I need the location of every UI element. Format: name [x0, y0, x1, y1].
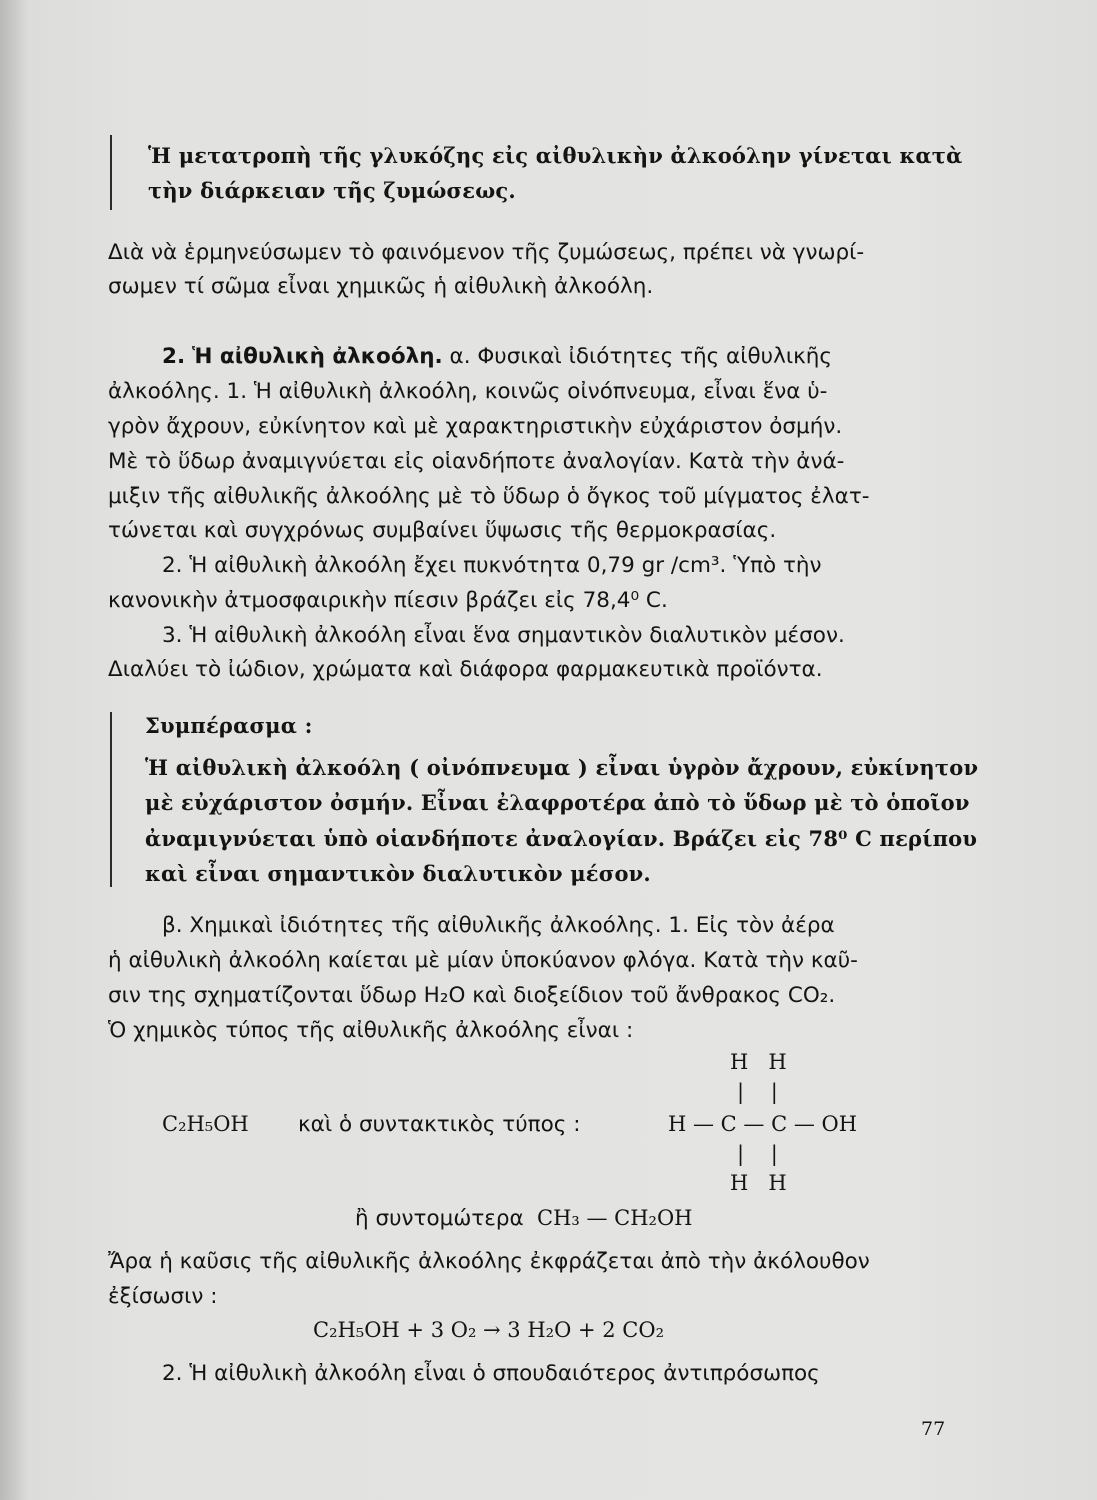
- para1-line-2: σωμεν τί σῶμα εἶναι χημικῶς ἡ αἰθυλικὴ ἀλκοόλη.: [108, 274, 654, 299]
- para1-line-1: Διὰ νὰ ἑρμηνεύσωμεν τὸ φαινόμενον τῆς ζυμώσεως, πρέπει νὰ γνωρί-: [108, 240, 865, 265]
- section2-line-3: Μὲ τὸ ὕδωρ ἀναμιγνύεται εἰς οἱανδήποτε ἀναλογίαν. Κατὰ τὴν ἀνά-: [108, 449, 845, 474]
- chemical-line-3: σιν της σχηματίζονται ὕδωρ H₂O καὶ διοξείδιον τοῦ ἄνθρακος CO₂.: [108, 983, 836, 1008]
- conclusion-side-rule: [110, 712, 112, 887]
- combustion-line-2: ἐξίσωσιν :: [108, 1284, 218, 1309]
- section2-line-1: ἀλκοόλης. 1. Ἡ αἰθυλικὴ ἀλκοόλη, κοινῶς οἰνόπνευμα, εἶναι ἕνα ὑ-: [108, 379, 828, 404]
- structural-formula-label: καὶ ὁ συντακτικὸς τύπος :: [298, 1112, 581, 1137]
- section2-heading: [162, 344, 832, 369]
- section2-line-9: Διαλύει τὸ ἰώδιον, χρώματα καὶ διάφορα φαρμακευτικὰ προϊόντα.: [108, 657, 823, 682]
- section2-line-2: γρὸν ἄχρουν, εὐκίνητον καὶ μὲ χαρακτηριστικὴν εὐχάριστον ὀσμήν.: [108, 414, 843, 439]
- combustion-line-1: Ἄρα ἡ καῦσις τῆς αἰθυλικῆς ἀλκοόλης ἐκφράζεται ἀπὸ τὴν ἀκόλουθον: [108, 1249, 870, 1274]
- chemical-line-1: β. Χημικαὶ ἰδιότητες τῆς αἰθυλικῆς ἀλκοόλης. 1. Εἰς τὸν ἀέρα: [162, 913, 835, 938]
- structure-bottom-hydrogens: H H: [730, 1171, 787, 1195]
- section2-line-5: τώνεται καὶ συγχρόνως συμβαίνει ὕψωσις τῆς θερμοκρασίας.: [108, 518, 777, 543]
- combustion-equation: C₂H₅OH + 3 O₂ → 3 H₂O + 2 CO₂: [313, 1318, 664, 1342]
- intro-line-2: τὴν διάρκειαν τῆς ζυμώσεως.: [148, 178, 516, 203]
- final-line: 2. Ἡ αἰθυλικὴ ἀλκοόλη εἶναι ὁ σπουδαιότερος ἀντιπρόσωπος: [162, 1361, 820, 1386]
- section2-line-8: 3. Ἡ αἰθυλικὴ ἀλκοόλη εἶναι ἕνα σημαντικὸν διαλυτικὸν μέσον.: [162, 623, 845, 648]
- conclusion-label: Συμπέρασμα :: [145, 713, 313, 738]
- section2-line-7: κανονικὴν ἀτμοσφαιρικὴν πίεσιν βράζει εἰς 78,4⁰ C.: [108, 588, 668, 613]
- conclusion-line-2: μὲ εὐχάριστον ὀσμήν. Εἶναι ἐλαφροτέρα ἀπὸ τὸ ὕδωρ μὲ τὸ ὁποῖον: [145, 790, 970, 815]
- molecular-formula: C₂H₅OH: [162, 1112, 249, 1136]
- section2-title: Ἡ αἰθυλικὴ ἀλκοόλη.: [191, 344, 443, 369]
- short-formula-label: ἢ συντομώτερα: [355, 1206, 524, 1231]
- structure-top-bonds: | |: [737, 1080, 778, 1104]
- intro-side-rule: [110, 135, 112, 210]
- structure-top-hydrogens: H H: [730, 1050, 787, 1074]
- section2-line-4: μιξιν τῆς αἰθυλικῆς ἀλκοόλης μὲ τὸ ὕδωρ ὁ ὄγκος τοῦ μίγματος ἐλατ-: [108, 484, 870, 509]
- chemical-line-2: ἡ αἰθυλικὴ ἀλκοόλη καίεται μὲ μίαν ὑποκύανον φλόγα. Κατὰ τὴν καῦ-: [108, 948, 858, 973]
- intro-line-1: Ἡ μετατροπὴ τῆς γλυκόζης εἰς αἰθυλικὴν ἀλκοόλην γίνεται κατὰ: [148, 143, 963, 168]
- conclusion-line-1: Ἡ αἰθυλικὴ ἀλκοόλη ( οἰνόπνευμα ) εἶναι ὑγρὸν ἄχρουν, εὐκίνητον: [145, 755, 979, 780]
- page-number: 77: [921, 1418, 946, 1440]
- short-formula: CH₃ — CH₂OH: [537, 1206, 693, 1230]
- section2-number: 2.: [162, 344, 186, 369]
- section2-line-6: 2. Ἡ αἰθυλικὴ ἀλκοόλη ἔχει πυκνότητα 0,79 gr /cm³. Ὑπὸ τὴν: [162, 553, 822, 578]
- section2-subheading: α. Φυσικαὶ ἰδιότητες τῆς αἰθυλικῆς: [442, 344, 833, 369]
- structure-bottom-bonds: | |: [737, 1142, 778, 1166]
- conclusion-line-4: καὶ εἶναι σημαντικὸν διαλυτικὸν μέσον.: [145, 861, 651, 886]
- chemical-line-4: Ὁ χημικὸς τύπος τῆς αἰθυλικῆς ἀλκοόλης εἶναι :: [108, 1018, 634, 1043]
- conclusion-line-3: ἀναμιγνύεται ὑπὸ οἱανδήποτε ἀναλογίαν. Βράζει εἰς 78⁰ C περίπου: [145, 826, 978, 851]
- structure-main-chain: H — C — C — OH: [668, 1112, 858, 1136]
